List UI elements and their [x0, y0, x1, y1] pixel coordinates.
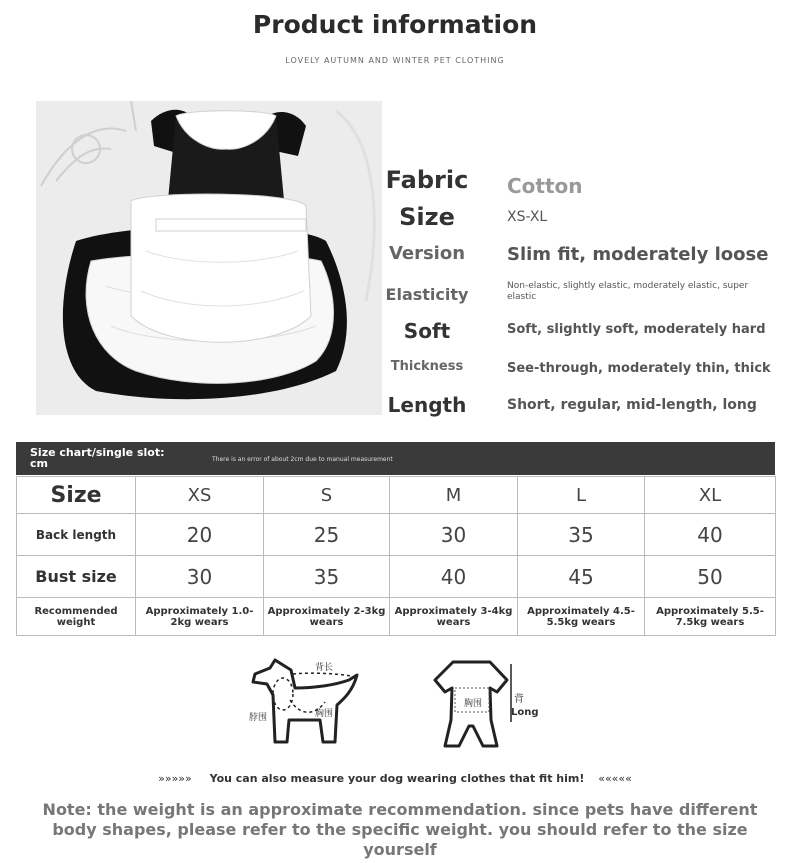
row-label: Bust size [17, 556, 136, 598]
column-header: S [264, 477, 390, 514]
table-cell: 30 [136, 556, 264, 598]
table-row [17, 477, 776, 514]
column-header: XS [136, 477, 264, 514]
chest-label-garment: 胸围 [464, 699, 483, 709]
table-cell: 40 [645, 514, 776, 556]
attr-label-thickness: Thickness [390, 359, 464, 374]
table-row [17, 514, 776, 556]
attr-value-fabric: Cotton [507, 174, 583, 198]
table-row [17, 598, 776, 636]
measure-tip [0, 772, 790, 785]
size-table [16, 476, 776, 636]
left-arrows-icon: »»»»» [158, 772, 192, 785]
tip-text: You can also measure your dog wearing clothes that fit him! [209, 772, 585, 785]
dog-outline-icon [253, 660, 357, 742]
weight-note: Note: the weight is an approximate recommendation. since pets have different body shapes, please refer to the specific weight. you should refer to the size yourself [42, 800, 758, 859]
table-cell: 50 [645, 556, 776, 598]
right-arrows-icon: ««««« [598, 772, 632, 785]
column-header: M [390, 477, 518, 514]
product-photo [36, 101, 382, 415]
attr-value-size: XS-XL [507, 209, 548, 225]
table-row [17, 556, 776, 598]
attr-value-thickness: See-through, moderately thin, thick [507, 361, 771, 376]
chest-label: 胸围 [315, 709, 334, 719]
size-chart-heading: Size chart/single slot: cm [30, 446, 165, 470]
column-header: L [518, 477, 645, 514]
row-label: Back length [17, 514, 136, 556]
table-cell: 20 [136, 514, 264, 556]
neck-label: 脖围 [249, 713, 268, 723]
table-cell: 40 [390, 556, 518, 598]
table-cell: 30 [390, 514, 518, 556]
size-chart-header [16, 442, 775, 475]
table-cell: 35 [264, 556, 390, 598]
table-cell: 25 [264, 514, 390, 556]
attr-label-fabric: Fabric [385, 166, 469, 194]
table-cell: 35 [518, 514, 645, 556]
measurement-diagram [245, 650, 545, 755]
attr-value-version: Slim fit, moderately loose [507, 244, 769, 265]
attr-label-elasticity: Elasticity [385, 285, 469, 304]
maid-dress-illustration [36, 101, 382, 415]
table-cell: Approximately 4.5-5.5kg wears [518, 598, 645, 636]
length-en-label: Long [511, 707, 539, 718]
page-title: Product information [252, 10, 538, 39]
attr-label-soft: Soft [403, 319, 451, 343]
attr-value-length: Short, regular, mid-length, long [507, 397, 757, 413]
size-chart-error-note: There is an error of about 2cm due to manual measurement [212, 456, 393, 463]
table-cell: Approximately 3-4kg wears [390, 598, 518, 636]
attr-value-elasticity: Non-elastic, slightly elastic, moderately elastic, super elastic [507, 281, 749, 302]
attr-label-size: Size [399, 203, 455, 231]
back-length-label: 背长 [315, 663, 334, 673]
table-cell: Approximately 5.5-7.5kg wears [645, 598, 776, 636]
length-cn-label: 背 [514, 694, 524, 705]
attr-label-length: Length [387, 393, 467, 417]
attr-label-version: Version [388, 243, 466, 264]
page-subtitle: LOVELY AUTUMN AND WINTER PET CLOTHING [285, 56, 505, 65]
column-header: XL [645, 477, 776, 514]
column-header: Size [17, 477, 136, 514]
attr-value-soft: Soft, slightly soft, moderately hard [507, 322, 766, 337]
table-cell: Approximately 1.0-2kg wears [136, 598, 264, 636]
row-label: Recommended weight [17, 598, 136, 636]
table-cell: 45 [518, 556, 645, 598]
table-cell: Approximately 2-3kg wears [264, 598, 390, 636]
